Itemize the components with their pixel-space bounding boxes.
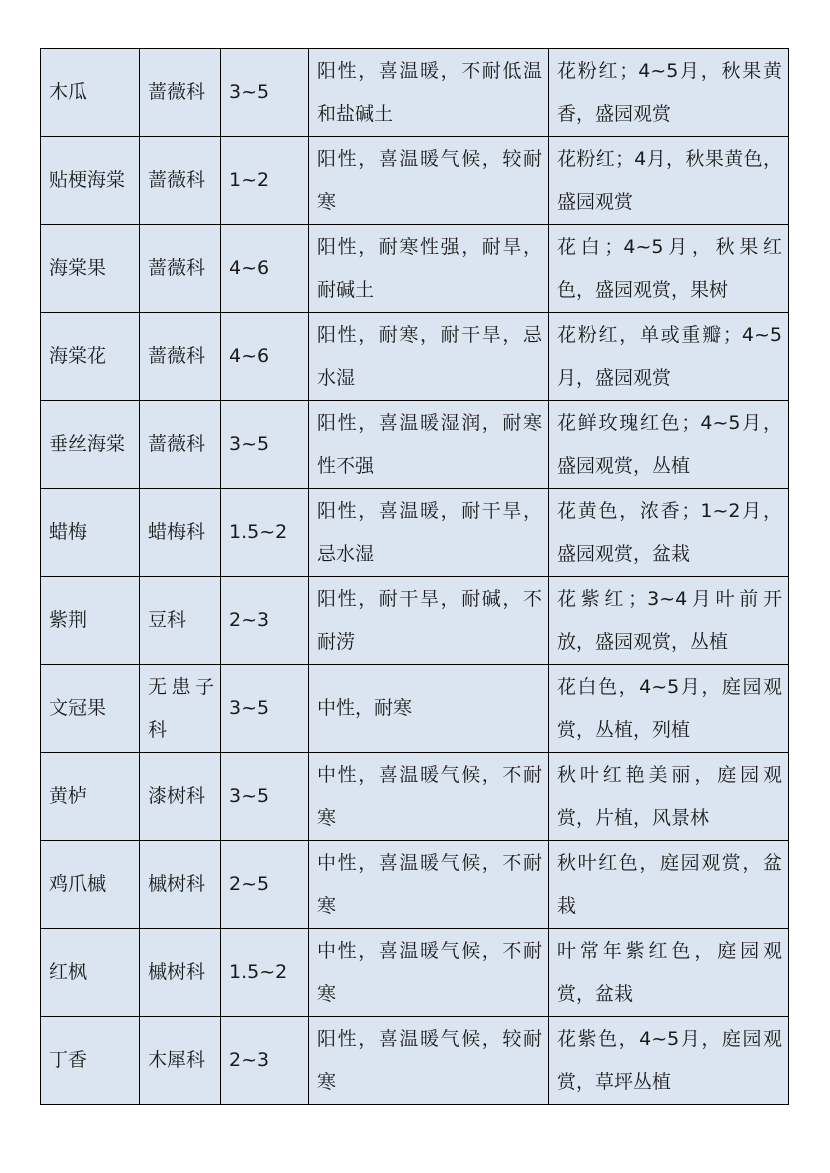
height-cell: 1.5~2 bbox=[221, 489, 309, 577]
family-cell: 豆科 bbox=[140, 577, 221, 665]
table-row bbox=[41, 665, 789, 753]
height-cell: 1~2 bbox=[221, 137, 309, 225]
habit-cell: 阳性，耐寒性强，耐旱，耐碱土 bbox=[309, 225, 549, 313]
use-cell: 花粉红；4月，秋果黄色，盛园观赏 bbox=[549, 137, 789, 225]
use-cell: 花白；4~5月，秋果红色，盛园观赏，果树 bbox=[549, 225, 789, 313]
plant-name-cell: 海棠花 bbox=[41, 313, 140, 401]
use-cell: 花鲜玫瑰红色；4~5月，盛园观赏，丛植 bbox=[549, 401, 789, 489]
habit-cell: 中性，喜温暖气候，不耐寒 bbox=[309, 753, 549, 841]
use-cell: 叶常年紫红色，庭园观赏，盆栽 bbox=[549, 929, 789, 1017]
plant-name-cell: 海棠果 bbox=[41, 225, 140, 313]
family-cell: 木犀科 bbox=[140, 1017, 221, 1105]
table-row bbox=[41, 401, 789, 489]
height-cell: 4~6 bbox=[221, 313, 309, 401]
table-row bbox=[41, 137, 789, 225]
habit-cell: 中性，耐寒 bbox=[309, 665, 549, 753]
family-cell: 蔷薇科 bbox=[140, 313, 221, 401]
table-row bbox=[41, 929, 789, 1017]
plant-name-cell: 黄栌 bbox=[41, 753, 140, 841]
height-cell: 3~5 bbox=[221, 665, 309, 753]
use-cell: 秋叶红艳美丽，庭园观赏，片植，风景林 bbox=[549, 753, 789, 841]
table-row bbox=[41, 753, 789, 841]
plant-name-cell: 贴梗海棠 bbox=[41, 137, 140, 225]
plant-name-cell: 紫荆 bbox=[41, 577, 140, 665]
habit-cell: 阳性，喜温暖，耐干旱，忌水湿 bbox=[309, 489, 549, 577]
height-cell: 3~5 bbox=[221, 401, 309, 489]
plant-table bbox=[40, 48, 789, 1105]
use-cell: 花紫色，4~5月，庭园观赏，草坪丛植 bbox=[549, 1017, 789, 1105]
table-row bbox=[41, 225, 789, 313]
habit-cell: 阳性，喜温暖气候，较耐寒 bbox=[309, 1017, 549, 1105]
height-cell: 2~3 bbox=[221, 577, 309, 665]
plant-name-cell: 红枫 bbox=[41, 929, 140, 1017]
table-row bbox=[41, 313, 789, 401]
habit-cell: 阳性，耐寒，耐干旱，忌水湿 bbox=[309, 313, 549, 401]
family-cell: 蜡梅科 bbox=[140, 489, 221, 577]
family-cell: 槭树科 bbox=[140, 929, 221, 1017]
family-cell: 蔷薇科 bbox=[140, 137, 221, 225]
plant-name-cell: 丁香 bbox=[41, 1017, 140, 1105]
height-cell: 3~5 bbox=[221, 49, 309, 137]
plant-table-body bbox=[41, 49, 789, 1105]
plant-name-cell: 木瓜 bbox=[41, 49, 140, 137]
table-row bbox=[41, 841, 789, 929]
use-cell: 花粉红，单或重瓣；4~5月，盛园观赏 bbox=[549, 313, 789, 401]
habit-cell: 阳性，耐干旱，耐碱，不耐涝 bbox=[309, 577, 549, 665]
height-cell: 2~5 bbox=[221, 841, 309, 929]
habit-cell: 阳性，喜温暖湿润，耐寒性不强 bbox=[309, 401, 549, 489]
habit-cell: 中性，喜温暖气候，不耐寒 bbox=[309, 841, 549, 929]
use-cell: 花粉红；4~5月，秋果黄香，盛园观赏 bbox=[549, 49, 789, 137]
height-cell: 2~3 bbox=[221, 1017, 309, 1105]
table-row bbox=[41, 49, 789, 137]
family-cell: 槭树科 bbox=[140, 841, 221, 929]
family-cell: 蔷薇科 bbox=[140, 49, 221, 137]
height-cell: 3~5 bbox=[221, 753, 309, 841]
table-row bbox=[41, 489, 789, 577]
height-cell: 4~6 bbox=[221, 225, 309, 313]
use-cell: 花紫红；3~4月叶前开放，盛园观赏，丛植 bbox=[549, 577, 789, 665]
use-cell: 花白色，4~5月，庭园观赏，丛植，列植 bbox=[549, 665, 789, 753]
family-cell: 蔷薇科 bbox=[140, 401, 221, 489]
plant-name-cell: 文冠果 bbox=[41, 665, 140, 753]
habit-cell: 阳性，喜温暖气候，较耐寒 bbox=[309, 137, 549, 225]
family-cell: 蔷薇科 bbox=[140, 225, 221, 313]
plant-name-cell: 蜡梅 bbox=[41, 489, 140, 577]
family-cell: 无患子科 bbox=[140, 665, 221, 753]
use-cell: 花黄色，浓香；1~2月，盛园观赏，盆栽 bbox=[549, 489, 789, 577]
habit-cell: 中性，喜温暖气候，不耐寒 bbox=[309, 929, 549, 1017]
table-row bbox=[41, 577, 789, 665]
table-row bbox=[41, 1017, 789, 1105]
habit-cell: 阳性，喜温暖，不耐低温和盐碱土 bbox=[309, 49, 549, 137]
height-cell: 1.5~2 bbox=[221, 929, 309, 1017]
family-cell: 漆树科 bbox=[140, 753, 221, 841]
plant-name-cell: 垂丝海棠 bbox=[41, 401, 140, 489]
plant-name-cell: 鸡爪槭 bbox=[41, 841, 140, 929]
use-cell: 秋叶红色，庭园观赏，盆栽 bbox=[549, 841, 789, 929]
